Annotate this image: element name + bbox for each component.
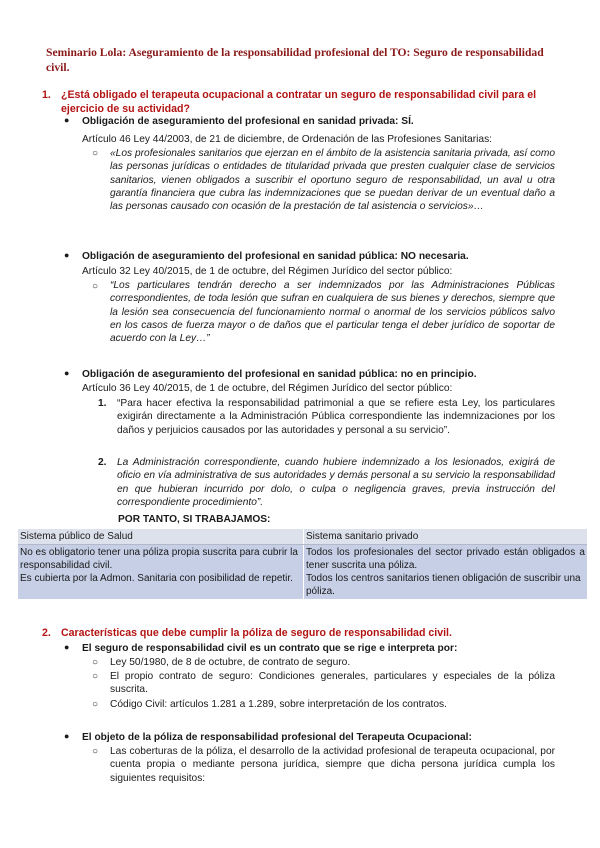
private-obligation-heading: Obligación de aseguramiento del profesional en sanidad privada: SÍ.	[82, 116, 414, 127]
section-1-heading: ¿Está obligado el terapeuta ocupacional a contratar un seguro de responsabilidad civil para el ejercicio de su actividad?	[61, 89, 537, 115]
table-cell-private	[304, 545, 588, 600]
item-number: 1.	[98, 398, 107, 409]
section-1-number: 1.	[42, 89, 51, 101]
public-obligation-quote: “Los particulares tendrán derecho a ser indemnizados por las Administraciones Públicas correspondientes, de toda lesión que sufran en cualquiera de sus bienes y derechos, siempre que la lesión sea consecuencia del funcionamiento normal o anormal de los servicios públicos salvo en los casos de fuerza mayor o de daños que el particular tenga el deber jurídico de soportar de acuerdo con la Ley…”	[110, 280, 555, 345]
table-header-row	[18, 529, 587, 545]
governance-item: Ley 50/1980, de 8 de octubre, de contrato de seguro.	[110, 657, 351, 668]
policy-object-item: Las coberturas de la póliza, el desarrollo de la actividad profesional de terapeuta ocupacional, por cuenta propia o mediante persona jurídica, siempre que dicha persona jurídica cumpla los siguientes requisitos:	[110, 746, 555, 784]
bullet-icon: ●	[64, 731, 70, 741]
table-row	[18, 545, 587, 600]
document-title: Seminario Lola: Aseguramiento de la responsabilidad profesional del TO: Seguro de responsabilidad civil.	[46, 46, 544, 74]
circle-bullet-icon: ○	[92, 148, 99, 159]
circle-bullet-icon: ○	[92, 671, 99, 682]
public-principle-heading: Obligación de aseguramiento del profesional en sanidad pública: no en principio.	[82, 369, 477, 380]
circle-bullet-icon: ○	[92, 746, 99, 757]
table-header-private: Sistema sanitario privado	[304, 529, 588, 545]
comparison-table	[18, 529, 587, 599]
public-cell-text-1: No es obligatorio tener una póliza propia suscrita para cubrir la responsabilidad civil.	[20, 547, 298, 571]
section-2-number: 2.	[42, 627, 51, 639]
article-36-item-1: “Para hacer efectiva la responsabilidad patrimonial a que se refiere esta Ley, los particulares exigirán directamente a la Administración Pública correspondiente las indemnizaciones por los daños y perjuicios causados por las autoridades y personal a su servicio”.	[117, 398, 555, 436]
circle-bullet-icon: ○	[92, 281, 99, 292]
article-36-item-2: La Administración correspondiente, cuando hubiere indemnizado a los lesionados, exigirá de oficio en vía administrativa de sus autoridades y demás personal a su servicio la responsabilidad en que hubieran incurrido por dolo, o culpa o negligencia graves, previa instrucción del correspondiente procedimiento”.	[117, 457, 555, 508]
table-cell-public	[18, 545, 304, 600]
circle-bullet-icon: ○	[92, 699, 99, 710]
governance-item: El propio contrato de seguro: Condiciones generales, particulares y especiales de la póliza suscrita.	[110, 671, 555, 696]
policy-object-heading: El objeto de la póliza de responsabilidad profesional del Terapeuta Ocupacional:	[82, 732, 472, 743]
public-cell-text-2: Es cubierta por la Admon. Sanitaria con posibilidad de repetir.	[20, 573, 293, 584]
contract-governance-heading: El seguro de responsabilidad civil es un contrato que se rige e interpreta por:	[82, 643, 458, 654]
private-cell-text-1: Todos los profesionales del sector privado están obligados a tener suscrita una póliza.	[306, 547, 585, 571]
conclusion-label: POR TANTO, SI TRABAJAMOS:	[118, 514, 271, 525]
governance-item: Código Civil: artículos 1.281 a 1.289, sobre interpretación de los contratos.	[110, 699, 447, 710]
private-cell-text-2: Todos los centros sanitarios tienen obligación de suscribir una póliza.	[306, 573, 581, 597]
private-obligation-law: Artículo 46 Ley 44/2003, de 21 de diciembre, de Ordenación de las Profesiones Sanitarias:	[82, 134, 493, 145]
section-2-heading: Características que debe cumplir la póliza de seguro de responsabilidad civil.	[61, 627, 452, 639]
public-principle-law: Artículo 36 Ley 40/2015, de 1 de octubre, del Régimen Jurídico del sector público:	[82, 383, 453, 394]
private-obligation-quote: «Los profesionales sanitarios que ejerzan en el ámbito de la asistencia sanitaria privada, así como las personas jurídicas o entidades de titularidad privada que presten cualquier clase de servicios sanitarios, vienen obligados a suscribir el oportuno seguro de responsabilidad, un aval u otra garantía financiera que cubra las indemnizaciones que se puedan derivar de un eventual daño a las personas causado con ocasión de la prestación de tal asistencia o servicios»…	[110, 148, 555, 213]
bullet-icon: ●	[64, 115, 70, 125]
item-number: 2.	[98, 457, 107, 468]
table-header-public: Sistema público de Salud	[18, 529, 304, 545]
circle-bullet-icon: ○	[92, 657, 99, 668]
bullet-icon: ●	[64, 642, 70, 652]
public-obligation-law: Artículo 32 Ley 40/2015, de 1 de octubre, del Régimen Jurídico del sector público:	[82, 266, 453, 277]
public-obligation-heading: Obligación de aseguramiento del profesional en sanidad pública: NO necesaria.	[82, 251, 469, 262]
bullet-icon: ●	[64, 250, 70, 260]
bullet-icon: ●	[64, 368, 70, 378]
